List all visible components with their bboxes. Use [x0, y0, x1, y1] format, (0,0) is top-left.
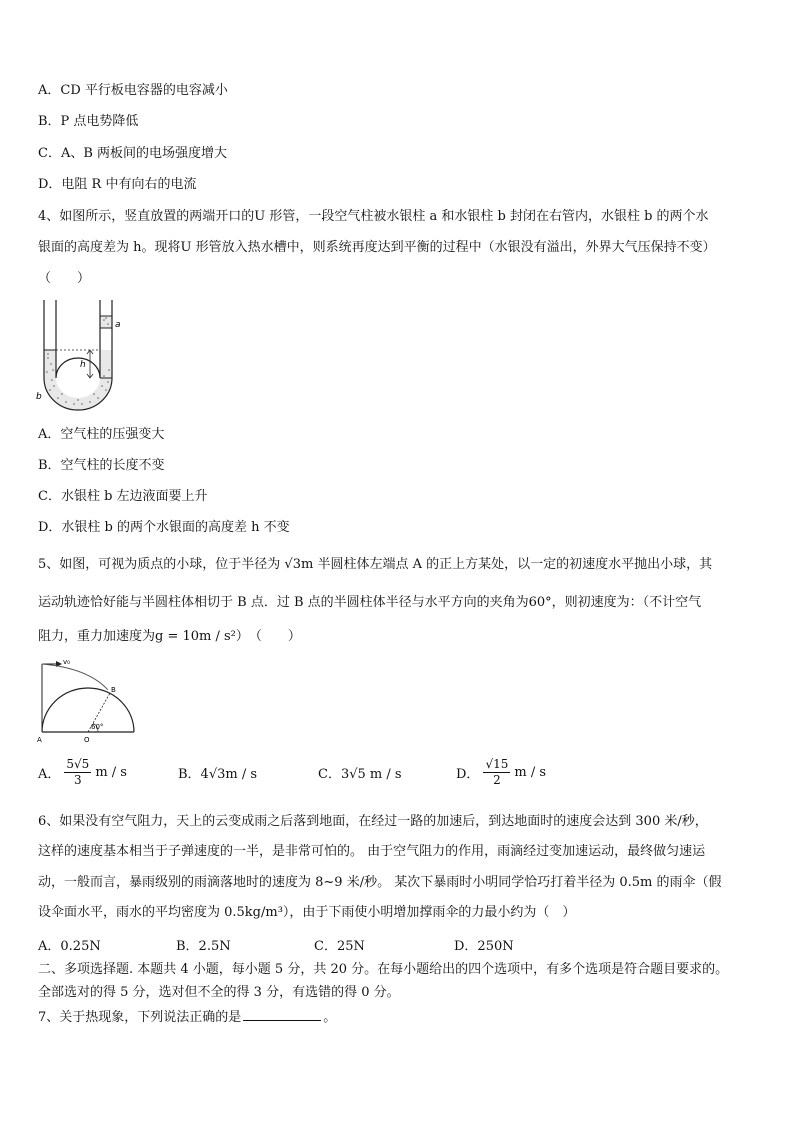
label-O: O — [84, 736, 90, 744]
q4-option-a: A．空气柱的压强变大 — [38, 427, 165, 442]
q5-option-a — [38, 757, 178, 788]
q4-stem-line3: （ ） — [38, 271, 91, 286]
q6-option-b: B．2.5N — [176, 939, 231, 954]
label-A: A — [37, 736, 42, 744]
q5-option-a-unit: m / s — [95, 764, 127, 780]
q6-option-d: D．250N — [454, 939, 514, 954]
q5-option-d-label: D． — [456, 766, 480, 782]
q5-option-a-label: A． — [38, 766, 61, 782]
label-b: b — [36, 392, 42, 402]
q5-stem-line2: 运动轨迹恰好能与半圆柱体相切于 B 点．过 B 点的半圆柱体半径与水平方向的夹角为60°，则初速度为：（不计空气 — [38, 595, 702, 610]
q7-stem-end: 。 — [323, 1010, 337, 1025]
q5-option-d-unit: m / s — [514, 764, 547, 780]
q5-option-c: C．3√5 m / s — [318, 766, 402, 782]
answer-blank — [243, 1008, 321, 1021]
label-a: a — [115, 320, 121, 330]
q6-option-a: A．0.25N — [38, 939, 101, 954]
q3-option-a: A．CD 平行板电容器的电容减小 — [38, 83, 228, 98]
q3-option-b: B．P 点电势降低 — [38, 114, 139, 129]
label-h: h — [80, 360, 86, 370]
q6-line3: 动，一般而言，暴雨级别的雨滴落地时的速度为 8~9 米/秒。 某次下暴雨时小明同学恰巧打着半径为 0.5m 的雨伞（假 — [38, 875, 722, 890]
half-cylinder-figure — [36, 656, 140, 744]
section2-line1: 二、多项选择题. 本题共 4 小题，每小题 5 分，共 20 分。在每小题给出的四个选项中，有多个选项是符合题目要求的。 — [38, 962, 729, 977]
q3-option-d: D．电阻 R 中有向右的电流 — [38, 177, 197, 192]
u-tube-figure — [36, 298, 126, 416]
q3-option-c: C．A、B 两板间的电场强度增大 — [38, 146, 228, 161]
q5-option-d-num: √15 — [485, 756, 509, 771]
q5-stem-part1: 5、如图，可视为质点的小球，位于半径为 — [38, 557, 281, 572]
q5-option-d-den: 2 — [493, 772, 501, 787]
q5-stem-line3: 阻力，重力加速度为g = 10m / s²） （ ） — [38, 629, 301, 644]
q6-line1: 6、如果没有空气阻力，天上的云变成雨之后落到地面，在经过一路的加速后，到达地面时的速度会达到 300 米/秒， — [38, 814, 708, 829]
q4-option-b: B．空气柱的长度不变 — [38, 458, 165, 473]
q7-stem — [38, 1008, 336, 1027]
section2-line2: 全部选对的得 5 分，选对但不全的得 3 分，有选错的得 0 分。 — [38, 985, 400, 1000]
q5-option-a-den: 3 — [74, 772, 82, 787]
q6-option-c: C．25N — [314, 939, 365, 954]
label-B: B — [111, 686, 116, 694]
q5-stem-line1 — [38, 556, 712, 574]
label-angle: 60° — [91, 723, 104, 731]
q5-radius: √3m — [284, 557, 314, 572]
q5-option-a-num: 5√5 — [66, 756, 90, 771]
q5-options — [38, 752, 546, 792]
q4-stem-line1: 4、如图所示，竖直放置的两端开口的U 形管，一段空气柱被水银柱 a 和水银柱 b 封闭在右管内，水银柱 b 的两个水 — [38, 209, 709, 224]
q6-line4: 设伞面水平，雨水的平均密度为 0.5kg/m³），由于下雨使小明增加撑雨伞的力最小约为（ ） — [38, 905, 576, 920]
q4-option-c: C．水银柱 b 左边液面要上升 — [38, 489, 208, 504]
q5-option-b: B．4√3m / s — [178, 766, 258, 782]
q5-option-d-fraction — [483, 757, 510, 788]
q4-stem-line2: 银面的高度差为 h。现将U 形管放入热水槽中，则系统再度达到平衡的过程中（水银没有溢出，外界大气压保持不变） — [38, 240, 716, 255]
q6-line2: 这样的速度基本相当于子弹速度的一半，是非常可怕的。 由于空气阻力的作用，雨滴经过变加速运动，最终做匀速运 — [38, 844, 706, 859]
q7-stem-text: 7、关于热现象，下列说法正确的是 — [38, 1010, 242, 1025]
q4-option-d: D．水银柱 b 的两个水银面的高度差 h 不变 — [38, 520, 290, 535]
q5-stem-part2: 半圆柱体左端点 A 的正上方某处，以一定的初速度水平抛出小球，其 — [317, 557, 713, 572]
q5-option-a-fraction — [64, 757, 91, 788]
q5-option-d — [456, 757, 546, 788]
label-v0: v₀ — [63, 658, 70, 666]
q6-options — [38, 935, 514, 954]
